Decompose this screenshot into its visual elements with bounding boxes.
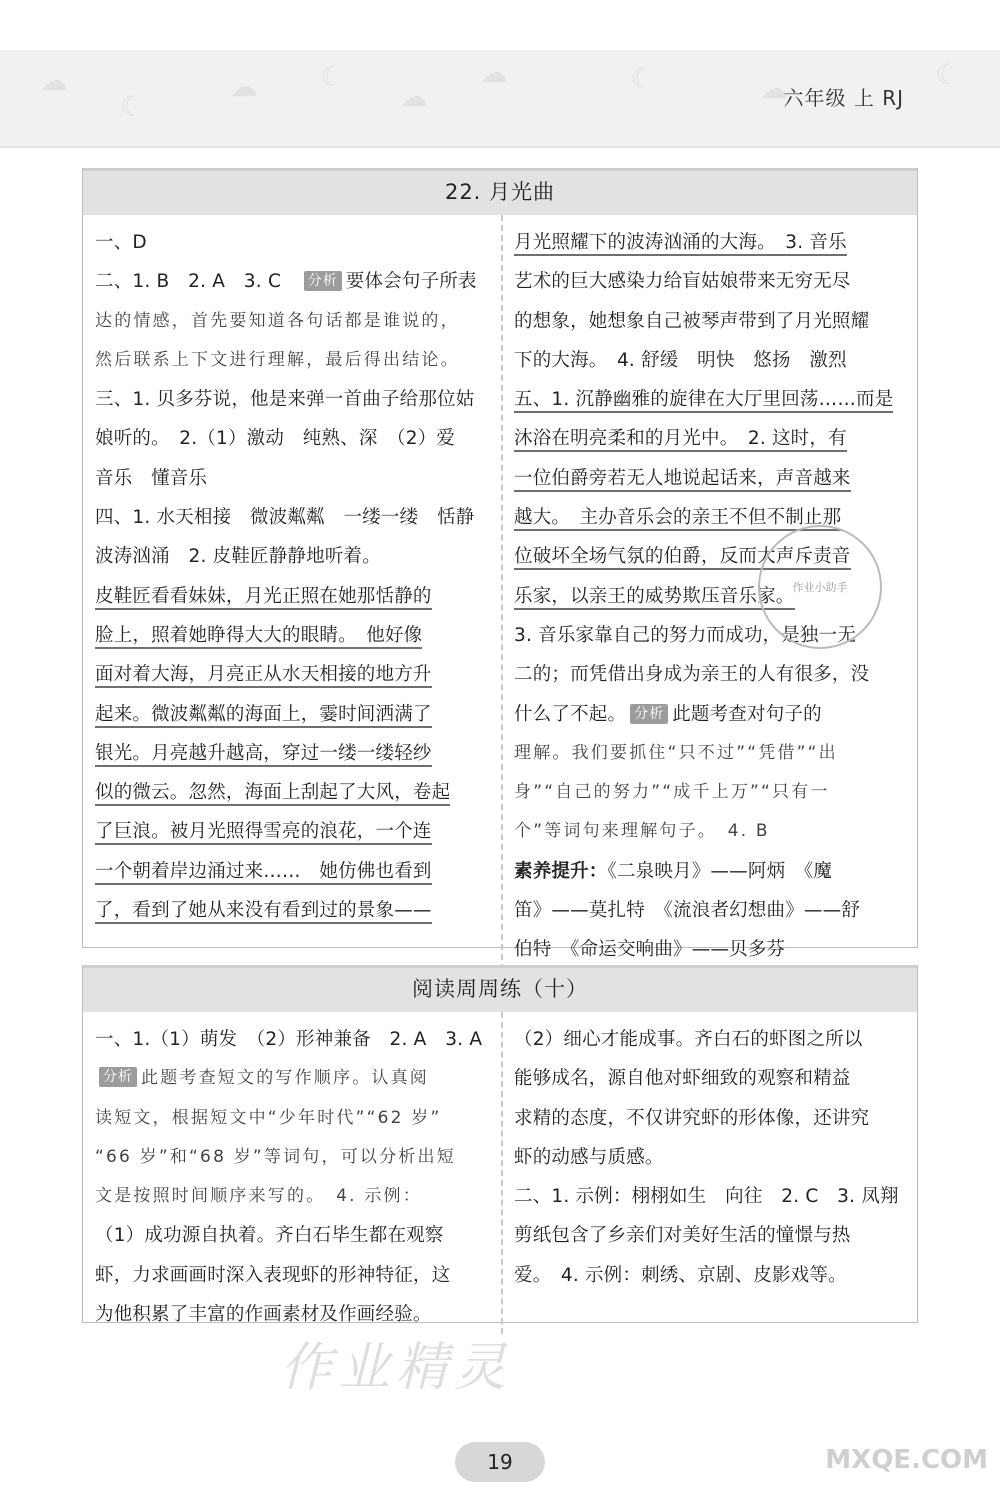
- answer-line: [95, 695, 490, 734]
- answer-text: 读短文，根据短文中“少年时代”“62 岁”: [95, 1107, 442, 1128]
- answer-text: 文是按照时间顺序来写的。 4. 示例：: [95, 1186, 422, 1207]
- answer-text: 音乐 懂音乐: [95, 467, 208, 489]
- answer-line: [514, 930, 907, 969]
- answer-text: 什么了不起。: [514, 703, 627, 725]
- answer-text: 沐浴在明亮柔和的月光中。 2. 这时，有: [514, 428, 847, 450]
- answer-text: 求精的态度，不仅讲究虾的形体像，还讲究: [514, 1107, 870, 1129]
- answer-text: “66 岁”和“68 岁”等词句，可以分析出短: [95, 1146, 456, 1167]
- answer-text: 二、1. 示例：栩栩如生 向往 2. C 3. 凤翔: [514, 1186, 899, 1208]
- answer-line: [514, 655, 907, 694]
- answer-line: [95, 459, 490, 498]
- answer-line: [514, 852, 907, 891]
- answer-text: 月光照耀下的波涛汹涌的大海。 3. 音乐: [514, 232, 847, 253]
- site-watermark: MXQE.COM: [825, 1445, 988, 1475]
- answer-text: 二、1. B 2. A 3. C: [95, 271, 300, 293]
- answer-line: [514, 262, 907, 301]
- answer-text: 3. 音乐家靠自己的努力而成功，是独一无: [514, 624, 857, 646]
- answer-columns: [83, 1012, 917, 1334]
- answer-text: 笛》——莫扎特 《流浪者幻想曲》——舒: [514, 900, 861, 922]
- cloud-icon: ☁: [400, 80, 428, 113]
- cloud-icon: ☁: [480, 56, 508, 89]
- grade-label: 六年级 上 RJ: [783, 86, 904, 110]
- answer-text: 三、1. 贝多芬说，他是来弹一首曲子给那位姑: [95, 389, 475, 411]
- answer-text: 脸上，照着她睁得大大的眼睛。 他好像: [95, 624, 423, 646]
- column-divider: [501, 1012, 503, 1334]
- answer-text: 一位伯爵旁若无人地说起话来，声音越来: [514, 467, 851, 489]
- answer-text: 虾，力求画画时深入表现虾的形神特征，这: [95, 1264, 451, 1286]
- answer-text: 此题考查短文的写作顺序。认真阅: [141, 1068, 429, 1089]
- cloud-icon: ☁: [40, 64, 68, 97]
- answer-text: 了，看到了她从来没有看到过的景象——: [95, 900, 432, 922]
- stamp-text: 作业小助手: [792, 581, 848, 594]
- watermark: 作业精灵: [280, 1338, 513, 1398]
- answer-text: 剪纸包含了乡亲们对美好生活的憧憬与热: [514, 1225, 851, 1247]
- answer-text: 个”等词句来理解句子。 4. B: [514, 821, 770, 842]
- answer-text: 一个朝着岸边涌过来…… 她仿佛也看到: [95, 860, 432, 882]
- answer-line: [95, 1256, 490, 1295]
- answer-text: 一、1.（1）萌发 （2）形神兼备 2. A 3. A: [95, 1029, 483, 1050]
- answer-line: [514, 419, 907, 458]
- answer-line: [95, 734, 490, 773]
- answer-line: [514, 380, 907, 419]
- answer-text: 娘听的。 2.（1）激动 纯熟、深 （2）爱: [95, 428, 456, 450]
- answer-text: 达的情感，首先要知道各句话都是谁说的，: [95, 310, 460, 331]
- right-column: [500, 1012, 917, 1334]
- answer-text: 五、1. 沉静幽雅的旋律在大厅里回荡……而是: [514, 389, 894, 411]
- answer-line: [514, 891, 907, 930]
- section-title: 22. 月光曲: [83, 168, 917, 215]
- answer-text: 身”“自己的努力”“成千上万”“只有一: [514, 782, 830, 803]
- answer-line: [514, 773, 907, 812]
- answer-line: [95, 1059, 490, 1098]
- answer-text: 面对着大海，月亮正从水天相接的地方升: [95, 664, 432, 686]
- analysis-badge: 分析: [99, 1067, 137, 1087]
- answer-text: 越大。 主办音乐会的亲王不但不制止那: [514, 507, 842, 529]
- answer-line: [514, 1020, 907, 1059]
- answer-text: 要体会句子所表: [345, 271, 477, 293]
- cloud-icon: ☁: [230, 70, 258, 103]
- answer-text: 银光。月亮越升越高，穿过一缕一缕轻纱: [95, 742, 432, 764]
- answer-line: [514, 1256, 907, 1295]
- answer-line: [514, 1177, 907, 1216]
- literacy-heading: 素养提升：: [514, 860, 608, 882]
- answer-line: [95, 1020, 490, 1059]
- answer-line: [95, 773, 490, 812]
- section-title: 阅读周周练（十）: [83, 965, 917, 1012]
- answer-text: （1）成功源自执着。齐白石毕生都在观察: [95, 1225, 444, 1247]
- answer-line: [95, 891, 490, 930]
- left-column: [83, 1012, 500, 1334]
- column-divider: [501, 215, 503, 970]
- answer-line: [95, 1177, 490, 1216]
- answer-text: 艺术的巨大感染力给盲姑娘带来无穷无尽: [514, 271, 851, 293]
- answer-text: 为他积累了丰富的作画素材及作画经验。: [95, 1304, 432, 1326]
- answer-text: 四、1. 水天相接 微波粼粼 一缕一缕 恬静: [95, 507, 475, 529]
- answer-line: [95, 1216, 490, 1255]
- answer-line: [95, 1138, 490, 1177]
- answer-line: [514, 223, 907, 262]
- answer-line: [514, 734, 907, 773]
- cloud-icon: ☁: [760, 72, 788, 105]
- answer-line: [514, 695, 907, 734]
- page-number: 19: [455, 1442, 545, 1482]
- answer-text: 位破坏全场气氛的伯爵，反而大声斥责音: [514, 546, 851, 568]
- answer-line: [514, 1138, 907, 1177]
- answer-line: [95, 812, 490, 851]
- answer-line: [95, 419, 490, 458]
- answer-line: [95, 302, 490, 341]
- answer-line: [95, 498, 490, 537]
- answer-text: 皮鞋匠看看妹妹，月光正照在她那恬静的: [95, 585, 432, 607]
- answer-text: 波涛汹涌 2. 皮鞋匠静静地听着。: [95, 546, 381, 568]
- moon-icon: ☾: [630, 62, 656, 95]
- answer-line: [514, 1099, 907, 1138]
- moon-icon: ☾: [120, 90, 146, 123]
- answer-text: 一、D: [95, 232, 147, 253]
- answer-line: [95, 262, 490, 301]
- answer-line: [514, 302, 907, 341]
- stamp-seal: [758, 525, 882, 649]
- answer-section-weekly-reading: [82, 965, 918, 1326]
- answer-line: [514, 1059, 907, 1098]
- answer-text: 伯特 《命运交响曲》——贝多芬: [514, 939, 786, 961]
- answer-text: 此题考查对句子的: [672, 703, 822, 725]
- left-column: [83, 215, 500, 970]
- answer-text: 似的微云。忽然，海面上刮起了大风，卷起: [95, 782, 451, 804]
- answer-line: [514, 812, 907, 851]
- answer-text: 理解。我们要抓住“只不过”“凭借”“出: [514, 742, 838, 763]
- answer-line: [95, 537, 490, 576]
- answer-text: 爱。 4. 示例：刺绣、京剧、皮影戏等。: [514, 1264, 847, 1286]
- answer-line: [514, 1216, 907, 1255]
- answer-line: [95, 341, 490, 380]
- analysis-badge: 分析: [304, 271, 342, 291]
- answer-line: [514, 459, 907, 498]
- answer-text: 二的；而凭借出身成为亲王的人有很多，没: [514, 664, 870, 686]
- answer-text: 《二泉映月》——阿炳 《魔: [607, 860, 833, 882]
- answer-line: [95, 223, 490, 262]
- moon-icon: ☾: [935, 58, 961, 91]
- answer-text: 了巨浪。被月光照得雪亮的浪花，一个连: [95, 821, 432, 843]
- answer-text: 能够成名，源自他对虾细致的观察和精益: [514, 1068, 851, 1090]
- answer-line: [95, 655, 490, 694]
- answer-text: 起来。微波粼粼的海面上，霎时间洒满了: [95, 703, 432, 725]
- answer-text: （2）细心才能成事。齐白石的虾图之所以: [514, 1029, 863, 1050]
- answer-text: 乐家，以亲王的威势欺压音乐家。: [514, 585, 795, 607]
- analysis-badge: 分析: [630, 704, 668, 724]
- answer-line: [514, 341, 907, 380]
- moon-icon: ☾: [320, 60, 346, 93]
- answer-text: 然后联系上下文进行理解，最后得出结论。: [95, 349, 460, 370]
- answer-text: 的想象，她想象自己被琴声带到了月光照耀: [514, 310, 870, 332]
- answer-line: [95, 577, 490, 616]
- answer-text: 虾的动感与质感。: [514, 1146, 664, 1168]
- answer-line: [95, 852, 490, 891]
- answer-text: 下的大海。 4. 舒缓 明快 悠扬 激烈: [514, 349, 847, 371]
- answer-line: [95, 616, 490, 655]
- answer-line: [95, 1099, 490, 1138]
- answer-line: [95, 380, 490, 419]
